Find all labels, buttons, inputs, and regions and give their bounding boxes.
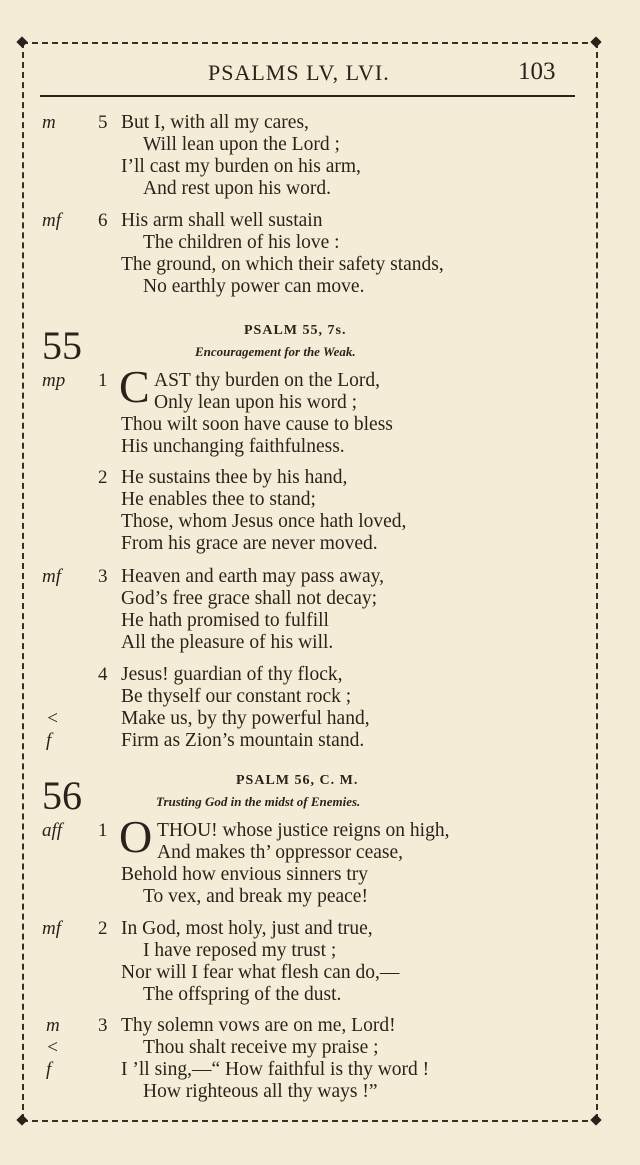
corner-ornament-top-left <box>16 36 27 47</box>
verse-line: Heaven and earth may pass away, <box>121 566 384 587</box>
psalm-number: 55 <box>42 323 82 368</box>
verse-line: The children of his love : <box>143 232 340 253</box>
verse-number: 1 <box>98 820 108 841</box>
verse-number: 1 <box>98 370 108 391</box>
verse-number: 3 <box>98 566 108 587</box>
verse-line: Firm as Zion’s mountain stand. <box>121 730 365 751</box>
verse-line: All the pleasure of his will. <box>121 632 334 653</box>
verse-line: Will lean upon the Lord ; <box>143 134 340 155</box>
dynamic-mark: f <box>46 730 52 751</box>
verse-line: THOU! whose justice reigns on high, <box>157 820 450 841</box>
verse-line: Be thyself our constant rock ; <box>121 686 352 707</box>
bottom-border <box>22 1120 598 1122</box>
verse-line: To vex, and break my peace! <box>143 886 368 907</box>
verse-line: God’s free grace shall not decay; <box>121 588 378 609</box>
verse-line: Nor will I fear what flesh can do,— <box>121 962 400 983</box>
verse-line: And makes th’ oppressor cease, <box>157 842 404 863</box>
verse-line: Those, whom Jesus once hath loved, <box>121 511 407 532</box>
dynamic-mark: m <box>42 112 56 133</box>
verse-line: Thy solemn vows are on me, Lord! <box>121 1015 396 1036</box>
verse-number: 3 <box>98 1015 108 1036</box>
verse-line: His unchanging faithfulness. <box>121 436 345 457</box>
psalm-title: PSALM 55, 7s. <box>244 323 347 338</box>
verse-line: And rest upon his word. <box>143 178 331 199</box>
verse-line: But I, with all my cares, <box>121 112 309 133</box>
verse-line: AST thy burden on the Lord, <box>154 370 381 391</box>
dynamic-mark: m <box>46 1015 60 1036</box>
verse-line: He hath promised to fulfill <box>121 610 329 631</box>
psalm-subtitle: Trusting God in the midst of Enemies. <box>156 794 361 809</box>
verse-line: Thou wilt soon have cause to bless <box>121 414 393 435</box>
verse-number: 2 <box>98 918 108 939</box>
verse-line: The ground, on which their safety stands, <box>121 254 444 275</box>
verse-line: The offspring of the dust. <box>143 984 342 1005</box>
left-border <box>22 42 24 1120</box>
dynamic-mark: f <box>46 1059 52 1080</box>
corner-ornament-top-right <box>590 36 601 47</box>
verse-line: Make us, by thy powerful hand, <box>121 708 370 729</box>
drop-cap: C <box>119 361 150 412</box>
dynamic-mark: mp <box>42 370 66 391</box>
corner-ornament-bottom-right <box>590 1114 601 1125</box>
dynamic-mark: mf <box>42 210 61 231</box>
crescendo-mark: < <box>46 708 59 729</box>
crescendo-mark: < <box>46 1037 59 1058</box>
verse-line: I ’ll sing,—“ How faithful is thy word ! <box>121 1059 430 1080</box>
verse-number: 5 <box>98 112 108 133</box>
corner-ornament-bottom-left <box>16 1114 27 1125</box>
verse-line: From his grace are never moved. <box>121 533 378 554</box>
dynamic-mark: mf <box>42 566 61 587</box>
verse-line: No earthly power can move. <box>143 276 365 297</box>
psalm-title: PSALM 56, C. M. <box>236 773 359 788</box>
verse-line: In God, most holy, just and true, <box>121 918 373 939</box>
dynamic-mark: mf <box>42 918 61 939</box>
verse-line: I have reposed my trust ; <box>143 940 337 961</box>
verse-number: 4 <box>98 664 108 685</box>
verse-line: I’ll cast my burden on his arm, <box>121 156 361 177</box>
verse-line: How righteous all thy ways !” <box>143 1081 378 1102</box>
verse-line: Thou shalt receive my praise ; <box>143 1037 379 1058</box>
verse-number: 2 <box>98 467 108 488</box>
verse-number: 6 <box>98 210 108 231</box>
drop-cap: O <box>119 811 153 862</box>
top-border <box>22 42 598 44</box>
psalm-subtitle: Encouragement for the Weak. <box>195 344 356 359</box>
header-rule <box>40 95 575 97</box>
verse-line: He sustains thee by his hand, <box>121 467 348 488</box>
verse-line: Only lean upon his word ; <box>154 392 358 413</box>
verse-line: His arm shall well sustain <box>121 210 323 231</box>
psalm-number: 56 <box>42 773 82 818</box>
verse-line: He enables thee to stand; <box>121 489 316 510</box>
dynamic-mark: aff <box>42 820 63 841</box>
running-head: PSALMS LV, LVI. <box>208 60 390 85</box>
page-number: 103 <box>518 58 556 85</box>
verse-line: Jesus! guardian of thy flock, <box>121 664 343 685</box>
verse-line: Behold how envious sinners try <box>121 864 368 885</box>
right-border <box>596 42 598 1120</box>
